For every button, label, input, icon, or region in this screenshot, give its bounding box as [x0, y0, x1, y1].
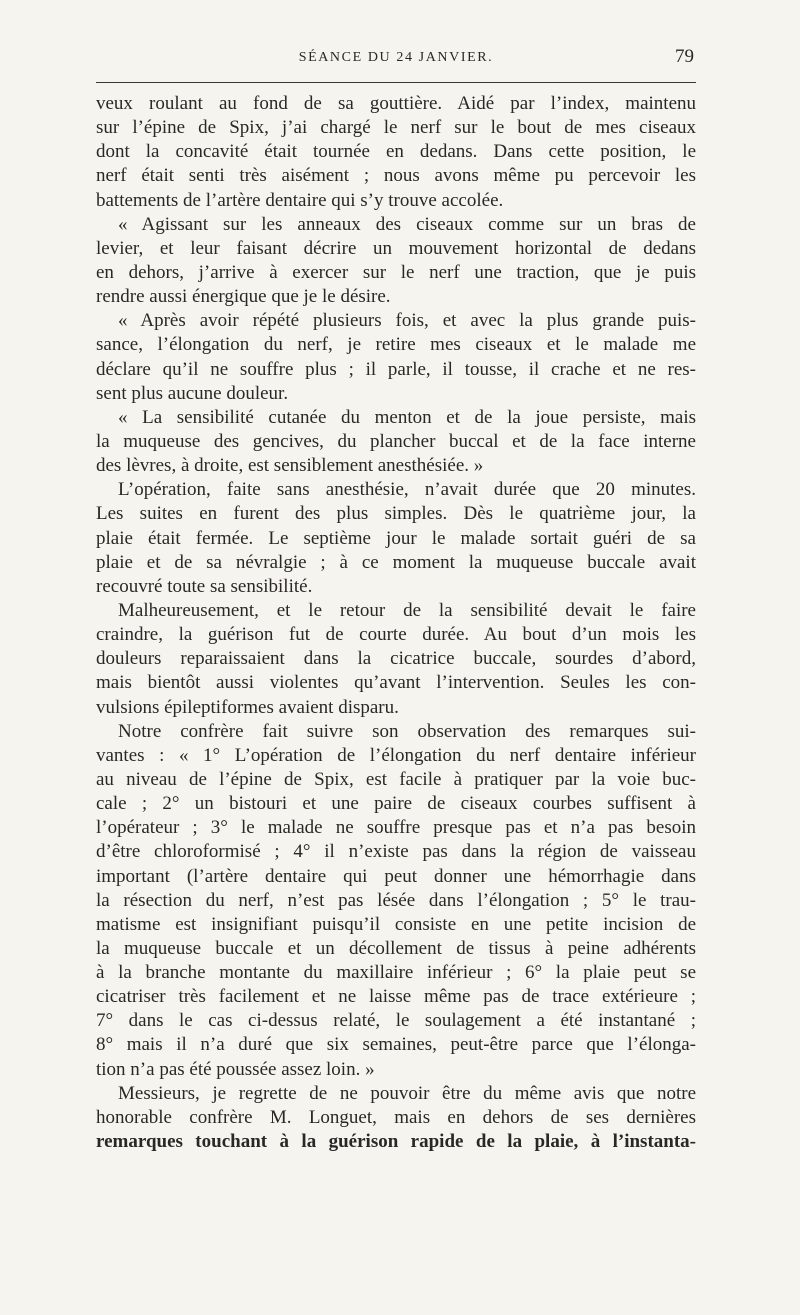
text-line: Messieurs, je regrette de ne pouvoir être du même avis que notre: [118, 1082, 696, 1104]
text-line: la muqueuse buccale et un décollement de tissus à peine adhérents: [96, 937, 696, 959]
page-header: [96, 46, 696, 72]
text-line: sur l’épine de Spix, j’ai chargé le nerf sur le bout de mes ciseaux: [96, 117, 696, 139]
text-line: recouvré toute sa sensibilité.: [96, 575, 313, 597]
text-line: des lèvres, à droite, est sensiblement anesthésiée. »: [96, 455, 484, 477]
text-line: remarques touchant à la guérison rapide de la plaie, à l’instanta-: [96, 1131, 696, 1153]
text-line: 8° mais il n’a duré que six semaines, peut-être parce que l’élonga-: [96, 1034, 696, 1056]
text-line: cicatriser très facilement et ne laisse même pas de trace extérieure ;: [96, 986, 696, 1008]
text-line: douleurs reparaissaient dans la cicatrice buccale, sourdes d’abord,: [96, 648, 696, 670]
text-line: mais bientôt aussi violentes qu’avant l’intervention. Seules les con-: [96, 672, 696, 694]
text-line: nerf était senti très aisément ; nous avons même pu percevoir les: [96, 165, 696, 187]
header-rule: [96, 82, 696, 83]
text-line: « La sensibilité cutanée du menton et de la joue persiste, mais: [118, 406, 696, 428]
text-line: déclare qu’il ne souffre plus ; il parle, il tousse, il crache et ne res-: [96, 358, 696, 380]
text-line: L’opération, faite sans anesthésie, n’avait durée que 20 minutes.: [118, 479, 696, 501]
text-line: vulsions épileptiformes avaient disparu.: [96, 696, 399, 718]
text-line: « Après avoir répété plusieurs fois, et avec la plus grande puis-: [118, 310, 696, 332]
text-line: Malheureusement, et le retour de la sensibilité devait le faire: [118, 599, 696, 621]
text-line: « Agissant sur les anneaux des ciseaux comme sur un bras de: [118, 213, 696, 235]
body-text: [96, 92, 696, 1154]
text-line: matisme est insignifiant puisqu’il consiste en une petite incision de: [96, 913, 696, 935]
text-line: important (l’artère dentaire qui peut donner une hémorrhagie dans: [96, 865, 696, 887]
text-line: la muqueuse des gencives, du plancher buccal et de la face interne: [96, 430, 696, 452]
text-line: craindre, la guérison fut de courte durée. Au bout d’un mois les: [96, 624, 696, 646]
text-line: au niveau de l’épine de Spix, est facile à pratiquer par la voie buc-: [96, 768, 696, 790]
text-line: honorable confrère M. Longuet, mais en dehors de ses dernières: [96, 1106, 696, 1128]
text-line: veux roulant au fond de sa gouttière. Aidé par l’index, maintenu: [96, 93, 696, 114]
text-line: sance, l’élongation du nerf, je retire mes ciseaux et le malade me: [96, 334, 696, 356]
text-line: en dehors, j’arrive à exercer sur le nerf une traction, que je puis: [96, 261, 696, 283]
text-line: cale ; 2° un bistouri et une paire de ciseaux courbes suffisent à: [96, 793, 696, 815]
text-line: sent plus aucune douleur.: [96, 382, 289, 404]
text-line: levier, et leur faisant décrire un mouvement horizontal de dedans: [96, 237, 696, 259]
text-line: la résection du nerf, n’est pas lésée dans l’élongation ; 5° le trau-: [96, 889, 696, 911]
text-line: à la branche montante du maxillaire inférieur ; 6° la plaie peut se: [96, 962, 696, 984]
text-line: vantes : « 1° L’opération de l’élongation du nerf dentaire inférieur: [96, 744, 696, 766]
text-line: battements de l’artère dentaire qui s’y trouve accolée.: [96, 189, 504, 211]
running-head: SÉANCE DU 24 JANVIER.: [298, 50, 494, 65]
text-line: rendre aussi énergique que je le désire.: [96, 286, 391, 308]
text-line: 7° dans le cas ci-dessus relaté, le soulagement a été instantané ;: [96, 1010, 696, 1032]
text-line: tion n’a pas été poussée assez loin. »: [96, 1058, 375, 1080]
text-line: Notre confrère fait suivre son observation des remarques sui-: [118, 720, 696, 742]
text-line: plaie et de sa névralgie ; à ce moment la muqueuse buccale avait: [96, 551, 696, 573]
page-number: 79: [675, 46, 694, 67]
text-line: dont la concavité était tournée en dedans. Dans cette position, le: [96, 141, 696, 163]
text-line: plaie était fermée. Le septième jour le malade sortait guéri de sa: [96, 527, 696, 549]
text-line: Les suites en furent des plus simples. Dès le quatrième jour, la: [96, 503, 696, 525]
text-line: d’être chloroformisé ; 4° il n’existe pas dans la région de vaisseau: [96, 841, 696, 863]
text-line: l’opérateur ; 3° le malade ne souffre presque pas et n’a pas besoin: [96, 817, 696, 839]
